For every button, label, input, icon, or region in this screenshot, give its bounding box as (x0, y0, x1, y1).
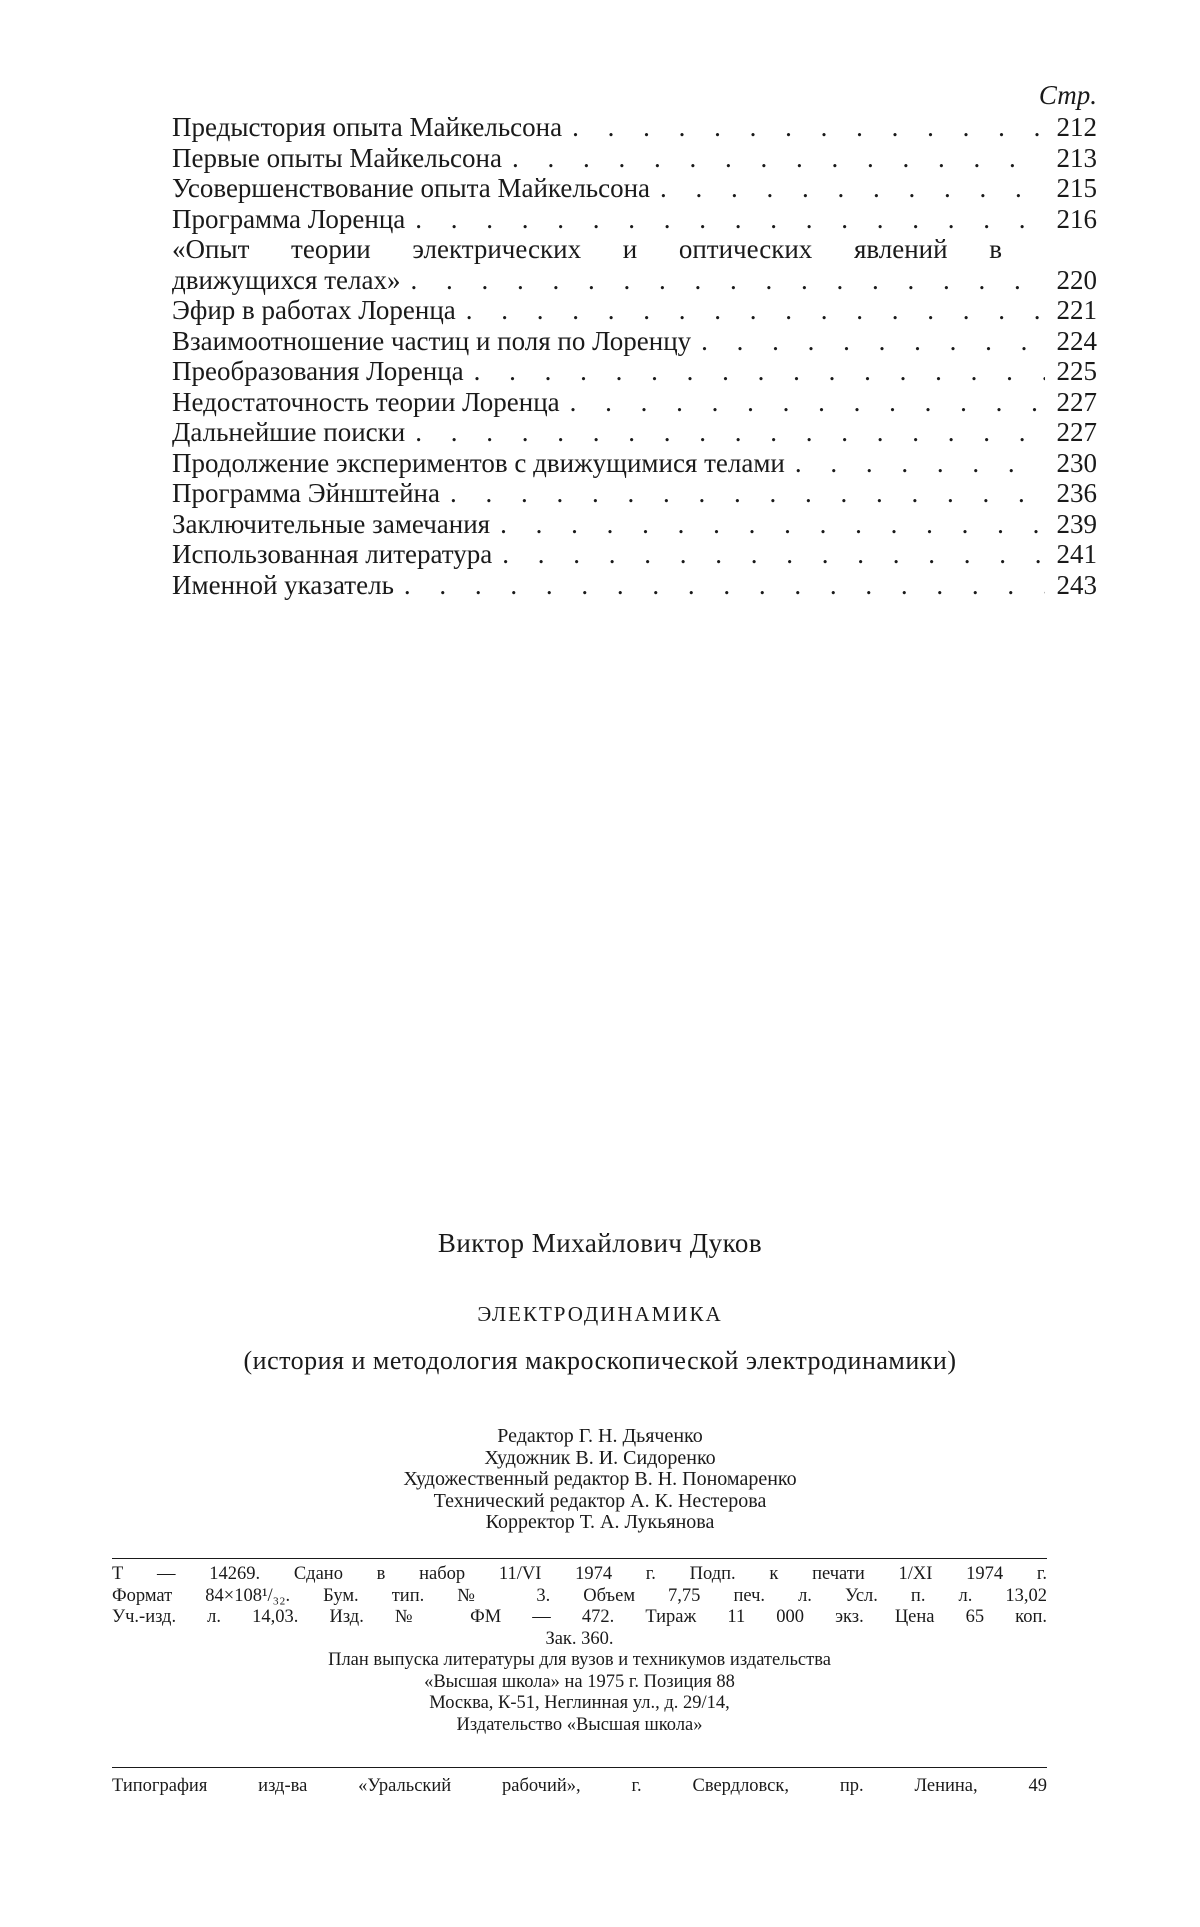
divider (112, 1558, 1047, 1559)
toc-leader-dots (566, 387, 1045, 418)
toc-entry-page: 221 (1056, 295, 1097, 325)
toc-leader-dots (406, 265, 1045, 296)
book-subtitle: (история и методология макроскопической электродинамики) (243, 1346, 957, 1375)
toc-leader-dots (508, 143, 1045, 174)
toc-entry (172, 326, 1097, 357)
toc-entry (172, 204, 1097, 235)
imprint-line: Уч.-изд. л. 14,03. Изд. № ФМ — 472. Тираж 11 000 экз. Цена 65 коп. (112, 1607, 1047, 1627)
toc-leader-dots (462, 295, 1045, 326)
toc-entry-title: Усовершенствование опыта Майкельсона (172, 173, 651, 203)
toc-leader-dots (400, 570, 1045, 601)
toc-leader-dots (791, 448, 1045, 479)
toc-entry-page: 216 (1056, 203, 1097, 234)
toc-entry-title: Программа Эйнштейна (172, 478, 440, 508)
toc-entry-page: 243 (1056, 569, 1097, 600)
toc-entry (172, 417, 1097, 448)
imprint-line: План выпуска литературы для вузов и техникумов издательства (328, 1650, 831, 1670)
toc-leader-dots (656, 173, 1045, 204)
toc-entry (172, 295, 1097, 326)
divider (112, 1767, 1047, 1768)
toc-entry (172, 478, 1097, 509)
toc-entry (172, 173, 1097, 204)
staff-proofreader: Корректор Т. А. Лукьянова (485, 1511, 715, 1533)
imprint-block (112, 1564, 1047, 1736)
toc-entry-page: 213 (1056, 142, 1097, 173)
toc-entry-title: Преобразования Лоренца (172, 356, 464, 386)
toc-entry-page: 227 (1056, 386, 1097, 417)
imprint-line: Т — 14269. Сдано в набор 11/VI 1974 г. Подп. к печати 1/XI 1974 г. (112, 1564, 1047, 1584)
staff-artist: Художник В. И. Сидоренко (484, 1446, 716, 1469)
toc-leader-dots (496, 509, 1045, 540)
toc-entry-page: 227 (1056, 417, 1097, 447)
toc-entry-title-cont: движущихся телах» (172, 264, 401, 295)
book-title: ЭЛЕКТРОДИНАМИКА (477, 1302, 723, 1326)
toc-entry-title: Предыстория опыта Майкельсона (172, 112, 563, 142)
staff-technical-editor: Технический редактор А. К. Нестерова (433, 1489, 767, 1512)
imprint-line: Формат 84×108¹/₃₂. Бум. тип. № 3. Объем 7,75 печ. л. Усл. п. л. 13,02 (112, 1585, 1047, 1606)
imprint-line: Москва, К-51, Неглинная ул., д. 29/14, (429, 1693, 730, 1713)
toc-leader-dots (470, 356, 1045, 387)
toc-entry (172, 387, 1097, 418)
toc-entry (172, 448, 1097, 479)
toc-entry-title: Именной указатель (172, 569, 394, 600)
editorial-staff (0, 1426, 1200, 1534)
toc-entry-title: Недостаточность теории Лоренца (172, 386, 560, 417)
toc-entry-title: «Опыт теории электрических и оптических явлений в (172, 234, 1002, 264)
toc-leader-dots (697, 326, 1045, 357)
author-name: Виктор Михайлович Дуков (437, 1228, 763, 1258)
toc-leader-dots (411, 204, 1045, 235)
toc-entry-title: Использованная литература (172, 539, 493, 569)
printer-line: Типография изд-ва «Уральский рабочий», г. Свердловск, пр. Ленина, 49 (112, 1776, 1047, 1796)
toc-entry-title: Эфир в работах Лоренца (172, 295, 456, 325)
toc-entry-page: 230 (1056, 447, 1097, 478)
toc-entry-continuation (172, 265, 1097, 296)
toc-entry-page: 239 (1056, 508, 1097, 539)
toc-entry-title: Заключительные замечания (172, 508, 491, 539)
toc-entry-page: 220 (1056, 264, 1097, 295)
toc-entry-page: 236 (1056, 478, 1097, 508)
toc-leader-dots (498, 539, 1045, 570)
toc-entry (172, 143, 1097, 174)
imprint-line: Зак. 360. (545, 1628, 614, 1649)
toc-entry (172, 112, 1097, 143)
toc-entry-title: Первые опыты Майкельсона (172, 142, 502, 173)
imprint-line: «Высшая школа» на 1975 г. Позиция 88 (424, 1671, 735, 1692)
toc-entry (172, 356, 1097, 387)
toc-leader-dots (446, 478, 1045, 509)
imprint-line: Издательство «Высшая школа» (456, 1714, 703, 1735)
toc-leader-dots (411, 417, 1045, 448)
page-column-header: Стр. (1038, 80, 1097, 110)
toc-entry-title: Продолжение экспериментов с движущимися телами (172, 447, 785, 478)
toc-entry (172, 570, 1097, 601)
toc-entry-page: 212 (1056, 112, 1097, 142)
toc-entry-page: 225 (1056, 356, 1097, 386)
staff-art-editor: Художественный редактор В. Н. Пономаренко (403, 1468, 797, 1490)
toc-entry (172, 509, 1097, 540)
toc-entry-page: 224 (1056, 325, 1097, 356)
toc-entry-title: Программа Лоренца (172, 203, 406, 234)
toc-entry (172, 539, 1097, 570)
toc-entry-page: 215 (1056, 173, 1097, 203)
toc-entry-title: Взаимоотношение частиц и поля по Лоренцу (172, 325, 692, 356)
toc-entry (172, 234, 1097, 295)
toc-leader-dots (568, 112, 1045, 143)
table-of-contents (172, 78, 1097, 600)
toc-entry-title: Дальнейшие поиски (172, 417, 406, 447)
toc-entry-page: 241 (1056, 539, 1097, 569)
staff-editor: Редактор Г. Н. Дьяченко (497, 1425, 703, 1447)
